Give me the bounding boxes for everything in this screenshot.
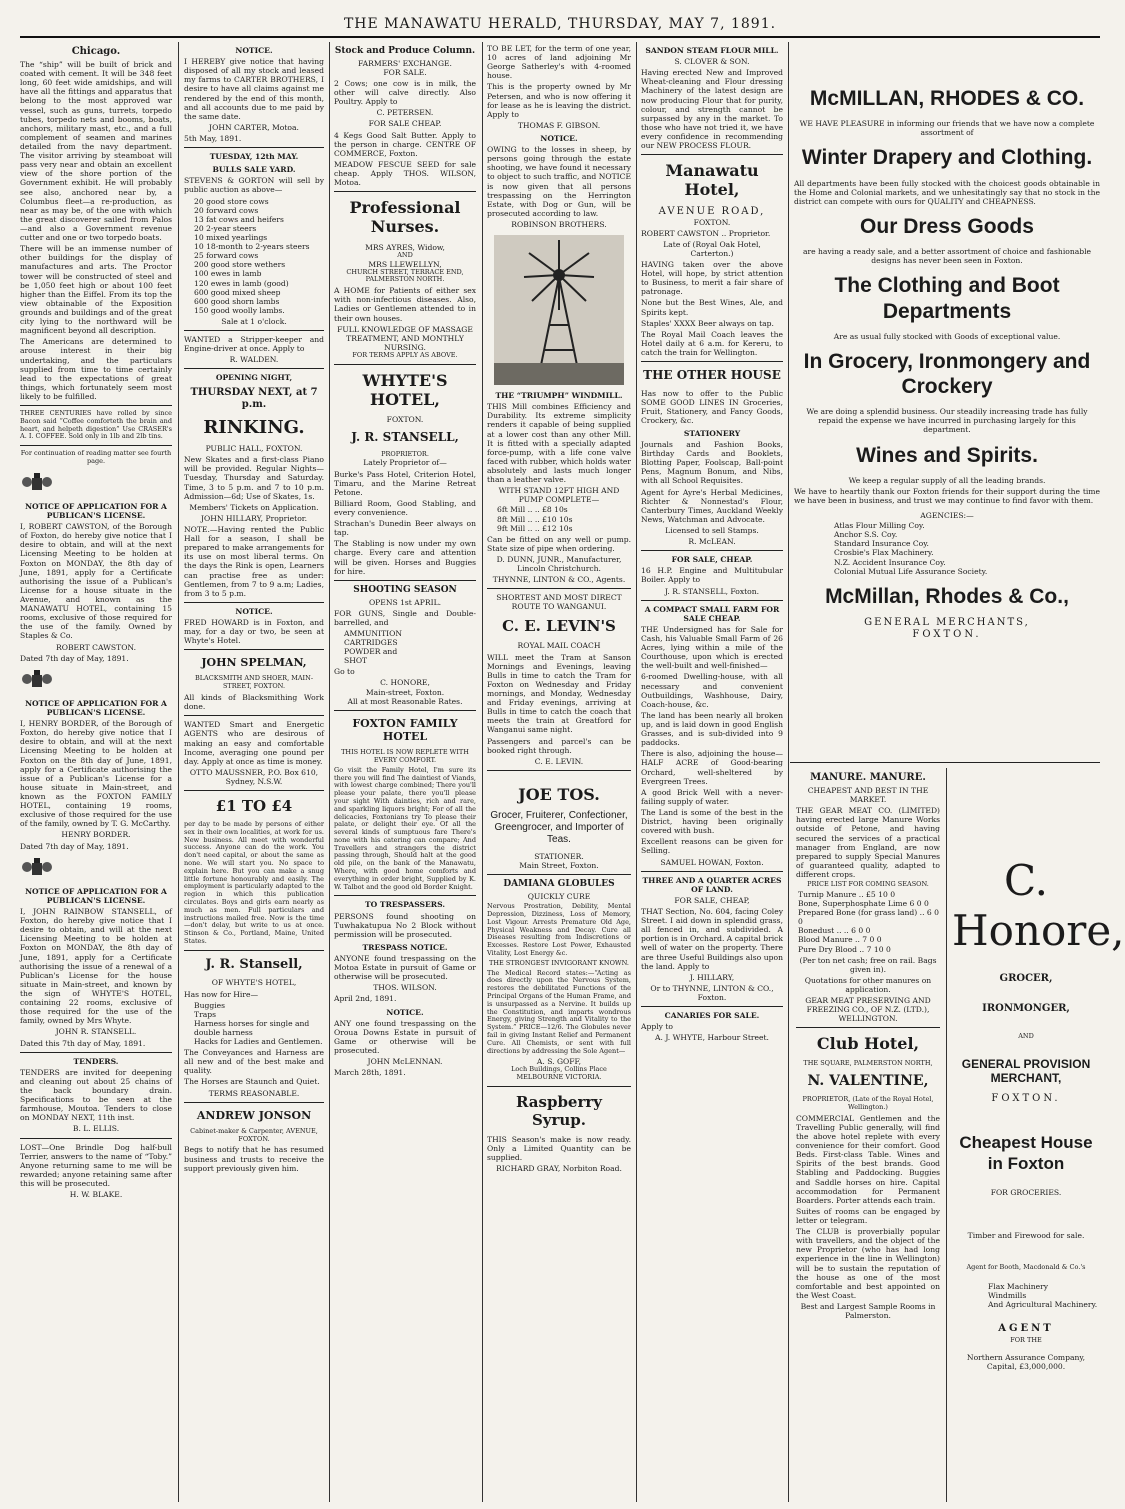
honore-booth-item: Windmills [988, 1291, 1027, 1301]
license-notice-body: I, JOHN RAINBOW STANSELL, of Foxton, do hereby give notice that I desire to obtain, and will at the next Licensing Meeting to be holden at Foxton on MONDAY, the 8th day of June, 1891, apply for a Certificate authorising the issue of a renewal of a Publican's License for the house situate in Main-street, and known by the sign of WHYTE'S HOTEL, containing 22 rooms, exclusive of those required for the use of the family, owned by Mrs Whyte. [20, 906, 172, 1026]
license-notice-date: Dated this 7th day of May, 1891. [20, 1038, 146, 1048]
for-sale: FOR SALE. [383, 67, 427, 77]
manawatu-hotel-wines: None but the Best Wines, Ale, and Spirits kept. [641, 298, 783, 317]
tenders-title: TENDERS. [73, 1056, 119, 1066]
ammunition-item: CARTRIDGES [344, 637, 398, 647]
trespass-notice-date: April 2nd, 1891. [334, 994, 397, 1004]
whyte-strachan: Strachan's Dunedin Beer always on tap. [334, 519, 476, 538]
notice-signature: JOHN CARTER, Motoa. [209, 122, 299, 132]
shooting-goto: Go to [334, 667, 355, 677]
trespass-notice-signature: THOS. WILSON. [373, 983, 437, 993]
agency-item: Standard Insurance Coy. [834, 539, 929, 549]
column-3 [334, 42, 476, 1502]
trespassers-body: PERSONS found shooting on Tuwhakatupua No 2 Block without permission will be prosecuted. [334, 911, 476, 939]
honore-general: GENERAL PROVISION MERCHANT, [961, 1056, 1091, 1085]
shooting-guns: FOR GUNS, Single and Double-barrelled, and [334, 608, 476, 627]
damiana-more: The Medical Record states:—“Acting as does directly upon the Nervous System, restores the debilitated Functions of the Principal Organs of the Human Frame, and is unsurpassed as a Nervine. It builds up the Constitution, and imparts wondrous Energy, giving Strength and Vitality to the System.” PRICE—12/6. The Globules never fail in giving Instant Relief and Permanent Cure. All Chemists, or sent with full directions by addressing the Sole Agent— [487, 968, 631, 1055]
coach-signature: C. E. LEVIN. [534, 756, 584, 766]
agency-item: Anchor S.S. Coy. [834, 530, 898, 540]
land-sale-signature: J. HILLARY, [689, 972, 735, 982]
license-notice-title: NOTICE OF APPLICATION FOR A PUBLICAN'S LICENSE. [25, 886, 167, 905]
coffee-ad: THREE CENTURIES have rolled by since Bacon said “Coffee comforteth the brain and heart, and helpeth digestion” Use CRASER's A. I. COFFEE. Sold only in 1lb and 2lb tins. [20, 409, 172, 441]
other-house-body: Has now to offer to the Public SOME GOOD LINES IN Groceries, Fruit, Stationery, and Fancy Goods, Crockery, &c. [641, 388, 783, 425]
club-hotel-sample-rooms: Best and Largest Sample Rooms in Palmerston. [800, 1301, 936, 1321]
honore-and: AND [1018, 1031, 1034, 1040]
windmill-price: 8ft Mill .. .. £10 10s [497, 514, 573, 524]
windmill-price: 9ft Mill .. .. £12 10s [497, 523, 573, 533]
sale-item: 20 good store cows [194, 196, 269, 206]
farm-sale-body: THE Undersigned has for Sale for Cash, his Valuable Small Farm of 26 Acres, lying within a mile of the Courthouse, upon which is erected the well-built and well-finished— [641, 624, 783, 671]
sale-item: 600 good mixed sheep [194, 287, 281, 297]
canaries-body: Apply to [641, 1022, 673, 1032]
honore-capital: Capital, £3,000,000. [986, 1362, 1066, 1372]
opening-night: OPENING NIGHT, [215, 373, 293, 383]
rinking-hall: PUBLIC HALL, FOXTON. [205, 444, 303, 454]
windmill-prices [497, 505, 631, 532]
notice-title: NOTICE. [235, 46, 273, 55]
license-notice-signature: ROBERT CAWSTON. [56, 642, 136, 652]
raspberry-title: Raspberry Syrup. [515, 1093, 602, 1130]
stansell-hire: Has now for Hire— [184, 989, 259, 999]
whyte-proprietor-name: J. R. STANSELL, [351, 430, 459, 445]
windmill-agents: THYNNE, LINTON & CO., Agents. [492, 575, 626, 585]
manure-price-item: Pure Dry Blood .. 7 10 0 [798, 944, 891, 954]
honore-cheapest: Cheapest House in Foxton [959, 1133, 1093, 1173]
jonson-subtitle: Cabinet-maker & Carpenter, AVENUE, FOXTON. [190, 1126, 318, 1143]
ammunition-item: POWDER and [344, 647, 398, 657]
mcmillan-ad [794, 42, 1100, 742]
honore-booth-list [988, 1282, 1100, 1309]
raspberry-signature: RICHARD GRAY, Norbiton Road. [496, 1164, 622, 1174]
damiana-invigorant: THE STRONGEST INVIGORANT KNOWN. [489, 958, 629, 967]
agents-wanted: WANTED Smart and Energetic AGENTS who are desirous of making an easy and comfortable Income, averaging one pound per day. Apply at once as time is money. [184, 720, 324, 766]
windmill-maker: D. DUNN, JUNR., Manufacturer, Lincoln Christchurch. [496, 554, 622, 574]
sale-item: 10 18-month to 2-years steers [194, 242, 310, 252]
honore-booth-item: And Agricultural Machinery. [988, 1300, 1098, 1310]
goff-address: Loch Buildings, Collins Place MELBOURNE VICTORIA. [511, 1065, 607, 1082]
wanted-ad: WANTED a Stripper-keeper and Engine-driver at once. Apply to [184, 335, 324, 354]
license-notice-title: NOTICE OF APPLICATION FOR A PUBLICAN'S LICENSE. [25, 501, 167, 521]
manure-price-title: PRICE LIST FOR COMING SEASON. [807, 880, 929, 889]
stationery-stamps: Licensed to sell Stamps. [665, 526, 759, 536]
nurses-title: Professional Nurses. [349, 198, 461, 237]
manawatu-hotel-mail: The Royal Mail Coach leaves the Hotel daily at 6 a.m. for Kereru, to catch the train for Wellington. [641, 329, 783, 357]
farmers-exchange: FARMERS' EXCHANGE. [358, 58, 452, 68]
sale-day: TUESDAY, 12th MAY. [209, 152, 299, 162]
masthead-rule [20, 36, 1100, 38]
honore-groceries: FOR GROCERIES. [990, 1188, 1062, 1198]
manawatu-hotel-town: FOXTON. [693, 217, 731, 227]
notice-title: NOTICE. [235, 606, 273, 616]
land-sale-title: THREE AND A QUARTER ACRES OF LAND. [642, 875, 782, 894]
manawatu-hotel-proprietor: ROBERT CAWSTON .. Proprietor. [641, 228, 771, 238]
land-sale-cheap: FOR SALE, CHEAP, [674, 895, 750, 905]
manawatu-hotel-avenue: AVENUE ROAD, [658, 205, 766, 217]
cows-ad: 2 Cows; one cow is in milk, the other will calve directly. Also Poultry. Apply to [334, 79, 476, 107]
trespass-notice-body: ANYONE found trespassing on the Motoa Estate in pursuit of Game or otherwise will be prosecuted. [334, 954, 476, 982]
royal-crest-icon [20, 669, 54, 689]
sale-item: 10 mixed yearlings [194, 232, 268, 242]
windmill-stand: WITH STAND 12FT HIGH AND PUMP COMPLETE— [498, 486, 620, 505]
notice-title: NOTICE. [386, 1007, 424, 1017]
land-sale-body: THAT Section, No. 604, facing Coley Street. I aid down in splendid grass, all fenced in, and subdivided. A portion is in Orchard. A capital brick well of water on the property. There are three Useful Buildings also upon the land. Apply to [641, 906, 783, 971]
agency-item: Colonial Mutual Life Assurance Society. [834, 566, 988, 576]
hire-item: Harness horses for single and double harness [194, 1018, 310, 1037]
ammunition-item: AMMUNITION [344, 628, 403, 638]
license-notice-title: NOTICE OF APPLICATION FOR A PUBLICAN'S LICENSE. [25, 698, 167, 718]
goff-name: A. S. GOFF, [536, 1057, 582, 1067]
cows-signature: C. PETERSEN. [376, 108, 434, 118]
canaries-title: CANARIES FOR SALE. [664, 1011, 760, 1021]
engine-sale-signature: J. R. STANSELL, Foxton. [664, 586, 760, 596]
agency-item: Crosbie's Flax Machinery. [834, 548, 934, 558]
rinking-body: New Skates and a first-class Piano will be provided. Regular Nights—Tuesday, Thursday and Saturday. Time, 3 to 5 p.m. and 7 to 10 p.m. Admission—6d; Use of Skates, 1s. [184, 455, 324, 501]
section-rule [790, 762, 1100, 763]
to-let-ad: TO BE LET, for the term of one year, 10 acres of land adjoining Mr George Satherley's with 4-roomed house. [487, 44, 631, 81]
sale-title: BULLS SALE YARD. [212, 165, 296, 175]
agency-item: Atlas Flour Milling Coy. [834, 521, 925, 531]
license-notice-signature: HENRY BORDER. [61, 830, 131, 840]
royal-crest-icon [20, 472, 54, 492]
license-notice-date: Dated 7th day of May, 1891. [20, 841, 129, 851]
shooting-title: SHOOTING SEASON [353, 584, 457, 595]
column-divider [329, 42, 330, 1502]
agents-wanted-signature: OTTO MAUSSNER, P.O. Box 610, Sydney, N.S.W. [189, 767, 319, 786]
engine-sale-body: 16 H.P. Engine and Multitubular Boiler. Apply to [641, 566, 783, 585]
farm-sale-title: A COMPACT SMALL FARM FOR SALE CHEAP. [644, 604, 780, 623]
continuation-note: For continuation of reading matter see fourth page. [20, 449, 172, 466]
trespass-notice-title: TRESPASS NOTICE. [362, 942, 448, 952]
manure-quotations: Quotations for other manures on application. [804, 975, 932, 994]
hire-item: Hacks for Ladies and Gentlemen. [194, 1037, 323, 1047]
stationery-signature: R. McLEAN. [688, 537, 736, 547]
club-hotel-popular: The CLUB is proverbially popular with travellers, and the object of the new Proprietor (who has had long experience in the line in Wellington) will be to sustain the reputation of the house as one of the most comfortable and best appointed on the West Coast. [796, 1227, 940, 1300]
mcmillan-merchants: GENERAL MERCHANTS, [864, 616, 1030, 628]
royal-crest-icon [20, 857, 54, 877]
license-notice-body: I, ROBERT CAWSTON, of the Borough of Foxton, do hereby give notice that I desire to obtain, and will at the next Licensing Meeting to be holden at Foxton on MONDAY, the 8th day of June, 1891, apply for a Certificate authorising the issue of a Publican's License for a house situate in the Avenue, and known as the MANAWATU HOTEL, containing 15 rooms, exclusive of those required for the use of the family. Owned by Staples & Co. [20, 522, 172, 641]
damiana-body: Nervous Prostration, Debility, Mental Depression, Dizziness, Loss of Memory, Lost Vigour. Arrests Premature Old Age, Physical Weakness and Decay. Cure all Diseases resulting from Indiscretions or Excesses. Restore Lost Power, Exhausted Vitality, Lost Energy &c. [487, 902, 631, 957]
canaries-signature: A. J. WHYTE, Harbour Street. [655, 1033, 769, 1043]
coach-parcels: Passengers and parcel's can be booked right through. [487, 736, 631, 755]
manure-body: THE GEAR MEAT CO. (LIMITED) having erected large Manure Works outside of Petone, and having secured the services of a practical manager from England, are now prepared to supply Special Manures of guaranteed quality, adapted to different crops. [796, 806, 940, 879]
nurses-body: A HOME for Patients of either sex with non-infectious diseases. Also, Ladies or Gentlemen attended to in their own houses. [334, 286, 476, 323]
tos-title: JOE TOS. [518, 784, 600, 804]
manure-company: GEAR MEAT PRESERVING AND FREEZING CO., OF N.Z. (LTD.), WELLINGTON. [805, 996, 931, 1024]
sale-item: 25 forward cows [194, 251, 259, 261]
notice-body: FRED HOWARD is in Foxton, and may, for a day or two, be seen at Whyte's Hotel. [184, 617, 324, 646]
coach-body: WILL meet the Tram at Sanson Mornings and Evenings, leaving Bulls in time to catch the Tram for Foxton on Wednesday and Friday mornings, and Monday, Wednesday and Friday evenings, arriving at Bulls in time to catch the coach that meets the train at Greatford for Wanganui same night. [487, 652, 631, 735]
spelman-body: All kinds of Blacksmithing Work done. [184, 693, 324, 712]
column-divider [636, 42, 637, 1502]
column-4 [487, 42, 631, 1502]
column-2 [184, 42, 324, 1502]
notice-signature: JOHN McLENNAN. [367, 1057, 443, 1067]
license-notice-signature: JOHN R. STANSELL. [55, 1027, 137, 1037]
stationery-agent: Agent for Ayre's Herbal Medicines, Richter & Nonnestad's Flour, Canterbury Times, Auckland Weekly News, Watchman and Advocate. [641, 487, 783, 524]
family-hotel-poem: Go visit the Family Hotel, I'm sure its there you will find The daintiest of Viands, with lowest charge combined; There you'll please your palate, there you'll please your sight With dainties, rich and rare, and sparkling liquors bright; For of all the delicacies, Foxtonians try To please their palate, or delight their eye. Of all the several kinds of sumptuous fare There's none with his catering can compare; And Travellers and strangers the district passing through, Should halt at the good old pile, on the bank of the Manawatu, Where, with good home comforts and everything in order bright, Supplied by K. W. Talbot and the good old Border Knight. [334, 765, 476, 891]
farm-sale-orchard: There is also, adjoining the house—HALF ACRE of Good-bearing Orchard, well-sheltered by Evergreen Trees. [641, 749, 783, 786]
jonson-body: Begs to notify that he has resumed business and trusts to receive the support previously given him. [184, 1145, 324, 1173]
wines-title: Wines and Spirits. [856, 443, 1038, 467]
column-1 [20, 42, 172, 1502]
spelman-subtitle: BLACKSMITH AND SHOER, MAIN-STREET, FOXTON. [194, 674, 314, 691]
damiana-title: DAMIANA GLOBULES [503, 879, 615, 890]
butter-ad: 4 Kegs Good Salt Butter. Apply to the person in charge. CENTRE OF COMMERCE, Foxton. [334, 130, 476, 158]
manure-cheapest: CHEAPEST AND BEST IN THE MARKET. [807, 786, 929, 805]
honore-town: FOXTON. [991, 1093, 1061, 1105]
ammunition-item: SHOT [344, 656, 368, 666]
agency-item: N.Z. Accident Insurance Coy. [834, 557, 946, 567]
manure-price-item: Bonedust .. .. 6 0 0 [798, 926, 871, 936]
dress-title: Our Dress Goods [860, 214, 1034, 238]
manure-per-ton: (Per ton net cash; free on rail. Bags given in). [799, 955, 937, 974]
sale-item: 20 forward cows [194, 205, 259, 215]
shooting-rates: All at most Reasonable Rates. [347, 696, 463, 706]
winter-body: All departments have been fully stocked with the choicest goods obtainable in the Home and Colonial markets, and we unhesitatingly say that no stock in the district can compete with ours for QUALITY and CHEAPNESS. [794, 178, 1100, 206]
sale-time: Sale at 1 o'clock. [221, 316, 287, 326]
notice-signature: ROBINSON BROTHERS. [511, 219, 607, 229]
levin-title: C. E. LEVIN'S [502, 617, 616, 636]
ammunition-list [344, 629, 476, 665]
sandon-body: Having erected New and Improved Wheat-cleaning and Flour dressing Machinery of the latest design are now producing Flour that for purity, colour, and strength cannot be surpassed by any in the market. To those who have not tried it, we have every confidence in recommending our NEW PROCESS FLOUR. [641, 68, 783, 151]
manure-price-item: Turnip Manure .. £5 10 0 [798, 889, 896, 899]
honore-booth-item: Flax Machinery [988, 1282, 1049, 1292]
whyte-proprietor-label: PROPRIETOR. [381, 449, 429, 458]
manawatu-hotel-late: Late of (Royal Oak Hotel, Carterton.) [663, 239, 761, 258]
thursday-next: THURSDAY NEXT, at 7 p.m. [190, 386, 318, 410]
money-body: per day to be made by persons of either sex in their own localities, at work for us. New business. All meet with wonderful success. Anyone can do the work. You don't need capital, or about the same as none. We will start you. No space to explain here. But you can make a snug little fortune honourably and easily. The employment is particularly adapted to the region in which this publication circulates. Boys and girls earn nearly as much as men. Full particulars and instructions mailed free. Now is the time—don't delay, but write to us at once. Stinson & Co., Portland, Maine, United States. [184, 820, 324, 945]
whyte-burke: Burke's Pass Hotel, Criterion Hotel, Timaru, and the Marine Retreat Petone. [334, 469, 476, 497]
mcmillan-intro: WE HAVE PLEASURE in informing our friends that we have now a complete assortment of [799, 119, 1095, 138]
farm-sale-land: The land has been nearly all broken up, and is laid down in good English Grasses, and is sub-divided into 9 paddocks. [641, 710, 783, 748]
tenders-signature: B. L. ELLIS. [72, 1124, 120, 1134]
honore-ad [952, 768, 1125, 1502]
rinking-proprietor: JOHN HILLARY, Proprietor. [200, 513, 308, 523]
whyte-hotel-town: FOXTON. [386, 415, 424, 425]
manawatu-hotel-beer: Staples' XXXX Beer always on tap. [641, 318, 774, 328]
manure-title: MANURE. MANURE. [810, 772, 926, 783]
notice-body: I HEREBY give notice that having disposed of all my stock and leased my farms to CARTER BROTHERS, I desire to have all claims against me rendered by the end of this month, and all accounts due to me paid by the same date. [184, 57, 324, 121]
hire-item: Traps [194, 1009, 216, 1019]
winter-title: Winter Drapery and Clothing. [801, 146, 1093, 170]
sale-item: 120 ewes in lamb (good) [194, 278, 289, 288]
tos-subtitle: Grocer, Fruiterer, Confectioner, Greengrocer, and Importer of Teas. [490, 810, 628, 846]
notice-body: OWING to the losses in sheep, by persons going through the estate shooting, we have found it necessary to object to such traffic, and NOTICE is now given that all persons trespassing on the Herrington Estate, with Dog or Gun, will be prosecuted according to law. [487, 145, 631, 218]
farm-sale-best: The Land is some of the best in the District, having been originally covered with bush. [641, 807, 783, 836]
stansell-title: J. R. Stansell, [205, 956, 303, 972]
license-notice-body: I, HENRY BORDER, of the Borough of Foxton, do hereby give notice that I desire to obtain, and will at the next Licensing Meeting to be holden at Foxton on the 8th day of June, 1891, apply for a Certificate authorising the issue of a Publican's License for a house situate in Main-street, and known as the FOXTON FAMILY HOTEL, containing 19 rooms, exclusive of those required for the use of the family, owned by T. G. McCarthy. [20, 719, 172, 829]
honore-agent: AGENT [998, 1323, 1054, 1335]
manawatu-hotel-title: Manawatu Hotel, [665, 161, 759, 200]
column-divider [482, 42, 483, 1502]
mcmillan-title: McMILLAN, RHODES & CO. [809, 87, 1085, 110]
route-heading: SHORTEST AND MOST DIRECT ROUTE TO WANGANUI. [496, 593, 622, 612]
license-notice-date: Dated 7th day of May, 1891. [20, 653, 129, 663]
fescue-ad: MEADOW FESCUE SEED for sale cheap. Apply THOS. WILSON, Motoa. [334, 159, 476, 188]
rinking-note: NOTE.—Having rented the Public Hall for a season, I shall be prepared to make arrangements for its use on most liberal terms. On the days the Rink is open, Learners can practise free as under: Gentlemen, from 7 to 9 a.m; Ladies, from 3 to 5 p.m. [184, 524, 324, 598]
whyte-lately: Lately Proprietor of— [363, 458, 447, 468]
windmill-body: THIS Mill combines Efficiency and Durability. Its extreme simplicity renders it capable of being supplied at a lower cost than any other Mill. It is fitted with a specially adapted force-pump, with a life cone valve faced with rubber, which holds water absolutely and lasts much longer than a leather valve. [487, 402, 631, 485]
stationery-body: Journals and Fashion Books, Birthday Cards and Booklets, Blotting Paper, Foolscap, Ball-point Pens, Magnum Bonum, and Nibs, with all School Requisites. [641, 440, 783, 486]
mcmillan-footer-title: McMillan, Rhodes & Co., [825, 584, 1069, 608]
article-paragraph: The Americans are determined to arouse interest in their big undertaking, and the particulars supplied from time to time certainly lead to the expectations of great things, which fortunately seem most likely to be fulfilled. [20, 337, 172, 401]
stansell-of: OF WHYTE'S HOTEL, [211, 978, 297, 988]
windmill-title: THE “TRIUMPH” WINDMILL. [495, 391, 623, 401]
notice-date: 5th May, 1891. [184, 133, 242, 143]
hire-item: Buggies [194, 1000, 226, 1010]
windmill-price: 6ft Mill .. .. £8 10s [497, 505, 568, 515]
nurse-ayres: MRS AYRES, Widow, [365, 242, 445, 252]
sandon-title: SANDON STEAM FLOUR MILL. [645, 46, 779, 55]
column-6a [796, 768, 940, 1502]
lost-dog-signature: H. W. BLAKE. [69, 1190, 123, 1200]
honore-ironmonger: IRONMONGER, [982, 1002, 1070, 1014]
rinking-title: RINKING. [203, 416, 305, 438]
notice-date: March 28th, 1891. [334, 1068, 406, 1078]
manure-price-list [798, 890, 940, 954]
column-divider [788, 42, 789, 1502]
sale-item: 100 ewes in lamb [194, 269, 262, 279]
wanted-signature: R. WALDEN. [229, 355, 279, 365]
farm-sale-signature: SAMUEL HOWAN, Foxton. [660, 857, 764, 867]
other-house-title: THE OTHER HOUSE [643, 368, 781, 383]
article-paragraph: There will be an immense number of other buildings for the display of manufactures and arts. The Proctor tower will be constructed of steel and be 1,050 feet high or about 100 feet higher than the Eiffel. From its top the view obtainable of the Exposition grounds and buildings and of the great city lying to the northward will be magnificent beyond all description. [20, 244, 172, 336]
spelman-title: JOHN SPELMAN, [201, 656, 307, 670]
grocery-title: In Grocery, Ironmongery and Crockery [803, 349, 1091, 398]
sale-item: 13 fat cows and heifers [194, 214, 284, 224]
sale-list [194, 197, 324, 315]
club-hotel-proprietor-note: PROPRIETOR, (Late of the Royal Hotel, Wellington.) [802, 1095, 934, 1111]
for-sale-cheap: FOR SALE CHEAP. [368, 119, 442, 129]
members-tickets: Members' Tickets on Application. [189, 502, 319, 512]
club-hotel-suites: Suites of rooms can be engaged by letter or telegram. [796, 1206, 940, 1225]
notice-title: NOTICE. [540, 133, 578, 143]
honore-for: FOR THE [1010, 1336, 1042, 1345]
farm-sale-items: 6-roomed Dwelling-house, with all necessary and convenient Outbuildings, Washhouse, Dairy, Coach-house, &c. [641, 672, 783, 709]
grocery-body: We are doing a splendid business. Our steadily increasing trade has fully repaid the expense we have incurred in purchasing largely for this department. [806, 407, 1088, 435]
boot-title: The Clothing and Boot Departments [834, 274, 1060, 323]
sale-item: 600 good shorn lambs [194, 296, 280, 306]
trespassers-title: TO TRESPASSERS. [365, 900, 445, 910]
masthead: THE MANAWATU HERALD, THURSDAY, MAY 7, 1891. [343, 16, 777, 32]
agencies-list [834, 521, 1100, 576]
sale-item: 200 good store wethers [194, 260, 286, 270]
mcmillan-town: FOXTON. [912, 628, 982, 640]
family-hotel-replete: THIS HOTEL IS NOW REPLETE WITH EVERY COMFORT. [341, 748, 469, 764]
nurse-llewellyn: MRS LLEWELLYN, [368, 259, 442, 269]
shooting-street: Main-street, Foxton. [365, 687, 445, 697]
raspberry-body: THIS Season's make is now ready. Only a Limited Quantity can be supplied. [487, 1135, 631, 1163]
club-hotel-square: THE SQUARE, PALMERSTON NORTH, [803, 1058, 933, 1067]
sale-item: 150 good woolly lambs. [194, 305, 285, 315]
damiana-quick: QUICKLY CURE [527, 892, 591, 902]
manawatu-hotel-body: HAVING taken over the above Hotel, will hope, by strict attention to Business, to merit a fair share of patronage. [641, 260, 783, 297]
stansell-horses: The Horses are Staunch and Quiet. [184, 1077, 320, 1087]
nurse-and: AND [397, 250, 413, 259]
shooting-opens: OPENS 1st APRIL. [368, 597, 442, 607]
wines-body: We keep a regular supply of all the leading brands. [848, 475, 1046, 485]
tos-address: Main Street, Foxton. [519, 861, 599, 871]
whyte-hotel-title: WHYTE'S HOTEL, [362, 370, 448, 409]
tos-stationer: STATIONER. [534, 852, 584, 862]
farm-sale-well: A good Brick Well with a never-failing supply of water. [641, 787, 783, 806]
nurses-address: CHURCH STREET, TERRACE END, PALMERSTON NORTH. [346, 267, 464, 284]
lost-dog-notice: LOST—One Brindle Dog half-bull Terrier, answers to the name of “Toby.” Anyone returning same to me will be rewarded; anyone retaining same after this will be prosecuted. [20, 1142, 172, 1188]
column-5 [641, 42, 783, 1502]
stansell-conveyances: The Conveyances and Harness are all new and of the best make and quality. [184, 1048, 324, 1076]
family-hotel-title: FOXTON FAMILY HOTEL [352, 716, 458, 743]
honore-timber: Timber and Firewood for sale. [967, 1231, 1085, 1241]
tenders-body: TENDERS are invited for deepening and cleaning out about 25 chains of the back boundary drain. Specifications to be seen at the farmhouse, Moutoa. Tenders to close on MONDAY NEXT, 11th inst. [20, 1067, 172, 1123]
windmill-icon [494, 235, 624, 385]
engine-sale-title: FOR SALE, CHEAP. [671, 555, 753, 565]
sale-intro: STEVENS & GORTON will sell by public auction as above— [184, 176, 324, 195]
sale-item: 20 2-year steers [194, 223, 257, 233]
stationery-title: STATIONERY [683, 428, 741, 438]
farm-sale-reasons: Excellent reasons can be given for Selling. [641, 837, 783, 856]
club-hotel-proprietor: N. VALENTINE, [807, 1073, 929, 1090]
manure-price-item: Prepared Bone (for grass land) .. 6 0 0 [798, 908, 939, 927]
article-paragraph: The “ship” will be built of brick and coated with cement. It will be 348 feet long, 60 feet wide amidships, and will have all the fittings and apparatus that belong to the most approved war vessel, such as guns, turrets, torpedo tubes, torpedo nets and booms, boats, anchors, military mast, etc., and a full complement of seamen and marines detailed from the navy department. The visitor arriving by steamboat will pass very near and obtain an excellent view of the shore portion of the Government exhibit. He will probably see also, anchored near by, a Columbus fleet—a re-production, as near as may be, of the one with which the great discoverer sailed from Palos—and also a Government revenue cutter and one or two torpedo boats. [20, 60, 172, 243]
mcmillan-thanks: We have to heartily thank our Foxton friends for their support during the time we have been in business, and trust we may continue to find favor with them. [794, 486, 1100, 505]
honore-grocer: GROCER, [999, 972, 1053, 984]
to-let-ad-detail: This is the property owned by Mr Petersen, and who is now offering it for lease as he is leaving the district. Apply to [487, 82, 631, 119]
sandon-owner: S. CLOVER & SON. [674, 57, 750, 67]
hire-list [194, 1001, 324, 1047]
coach-title: ROYAL MAIL COACH [517, 641, 601, 651]
jonson-title: ANDREW JONSON [196, 1108, 312, 1122]
boot-body: Are as usual fully stocked with Goods of exceptional value. [833, 331, 1061, 341]
column-divider [178, 42, 179, 1502]
nurses-terms: FOR TERMS APPLY AS ABOVE. [352, 350, 458, 359]
honore-northern: Northern Assurance Company, [966, 1353, 1086, 1363]
nurses-massage: FULL KNOWLEDGE OF MASSAGE TREATMENT, AND MONTHLY NURSING. [337, 324, 473, 352]
agencies-title: AGENCIES:— [920, 511, 974, 521]
dress-body: are having a ready sale, and a better assortment of choice and fashionable designs has never been seen in Foxton. [802, 247, 1092, 266]
money-heading: £1 TO £4 [215, 797, 293, 816]
stansell-terms: TERMS REASONABLE. [208, 1088, 300, 1098]
column-title: Stock and Produce Column. [334, 46, 476, 56]
shooting-honore: C. HONORE, [380, 678, 430, 688]
land-sale-alt: Or to THYNNE, LINTON & CO., Foxton. [650, 983, 774, 1002]
to-let-signature: THOMAS F. GIBSON. [517, 120, 601, 130]
honore-booth: Agent for Booth, Macdonald & Co.'s [966, 1263, 1086, 1272]
honore-title: C. Honore, [952, 856, 1125, 956]
whyte-stabling: The Stabling is now under my own charge. Every care and attention will be given. Horses and Buggies for hire. [334, 539, 476, 576]
article-title: Chicago. [71, 46, 121, 57]
notice-body: ANY one found trespassing on the Oroua Downs Estate in pursuit of Game or otherwise will be prosecuted. [334, 1018, 476, 1055]
manure-price-item: Blood Manure .. 7 0 0 [798, 935, 882, 945]
club-hotel-body: COMMERCIAL Gentlemen and the Travelling Public generally, will find the above hotel replete with every convenience for their comfort. Good Beds. First-class Table. Wines and Spirits of the best brands. Good Stabling and Paddocking. Buggies and Saddle horses on hire. Capital accommodation for Permanent Boarders. Porter attends each train. [796, 1113, 940, 1205]
windmill-fitted: Can be fitted on any well or pump. State size of pipe when ordering. [487, 534, 631, 553]
manure-price-item: Bone, Superphosphate Lime 6 0 0 [798, 899, 929, 908]
whyte-billiard: Billiard Room, Good Stabling, and every convenience. [334, 498, 476, 517]
column-divider [946, 768, 947, 1502]
club-hotel-title: Club Hotel, [816, 1034, 920, 1054]
